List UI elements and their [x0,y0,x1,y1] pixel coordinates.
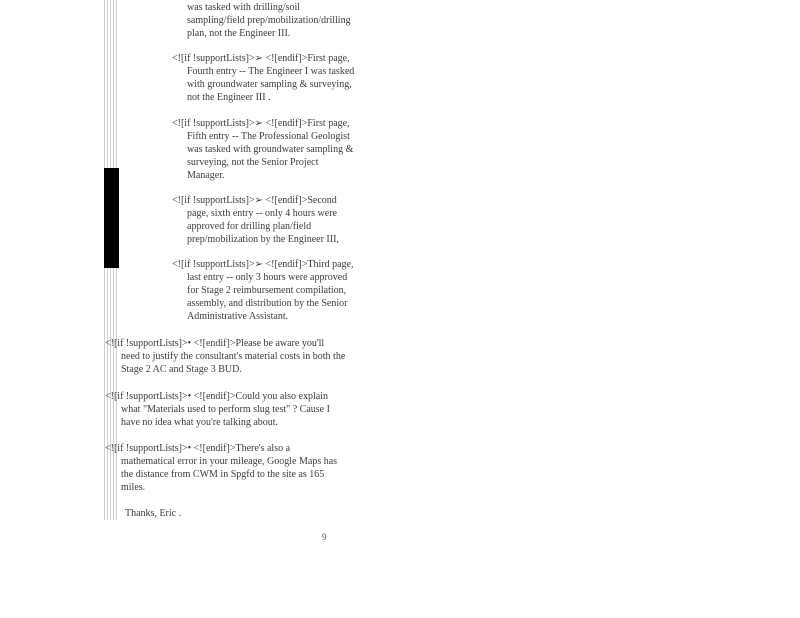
page-number: 9 [322,532,327,542]
bullet-first-line: <![if !supportLists]>• <![endif]>There's also a [105,443,291,454]
bullet-text: what "Materials used to perform slug test" ? Cause I have no idea what you're talking about. [121,404,330,428]
sub-bullet-text: Fifth entry -- The Professional Geologist was tasked with groundwater sampling & surveying, not the Senior Project Manager. [187,131,354,181]
bullet-text: mathematical error in your mileage, Google Maps has the distance from CWM in Spgfd to the site as 165 miles. [121,456,338,493]
sub-bullet-first-line: <![if !supportLists]>➢ <![endif]>First page, [172,118,350,129]
sub-bullet-first-line: <![if !supportLists]>➢ <![endif]>Third page, [172,259,354,270]
bullet-text: need to justify the consultant's material costs in both the Stage 2 AC and Stage 3 BUD. [121,351,346,375]
closing-signature: Thanks, Eric . [125,508,182,519]
sub-bullet-text: page, sixth entry -- only 4 hours were approved for drilling plan/field prep/mobilization by the Engineer III, [187,208,339,245]
sub-bullet-text: last entry -- only 3 hours were approved for Stage 2 reimbursement compilation, assembly, and distribution by the Senior Administrative Assistant. [187,272,348,322]
bullet-first-line: <![if !supportLists]>• <![endif]>Please be aware you'll [105,338,325,349]
redaction-bar [104,168,119,268]
sub-bullet-first-line: <![if !supportLists]>➢ <![endif]>Second [172,195,337,206]
sub-bullet-first-line: <![if !supportLists]>➢ <![endif]>First page, [172,53,350,64]
bullet-first-line: <![if !supportLists]>• <![endif]>Could you also explain [105,391,328,402]
entry-continuation: was tasked with drilling/soil sampling/field prep/mobilization/drilling plan, not the Engineer III. [187,2,351,39]
sub-bullet-text: Fourth entry -- The Engineer I was tasked with groundwater sampling & surveying, not the Engineer III . [187,66,355,103]
